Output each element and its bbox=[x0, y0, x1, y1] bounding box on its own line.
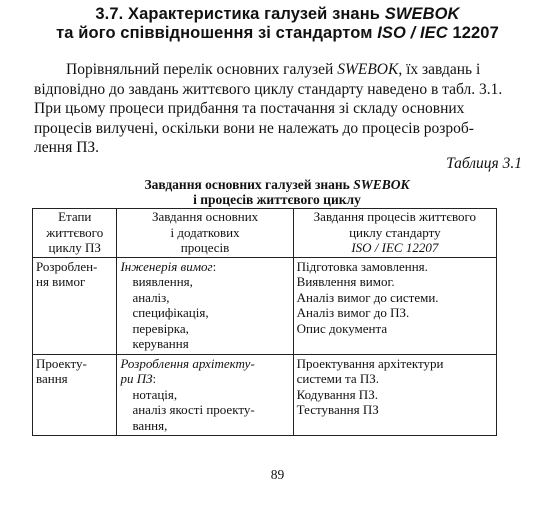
punctuation: : bbox=[152, 371, 157, 386]
process-item: системи та ПЗ. bbox=[296, 371, 380, 386]
page-number: 89 bbox=[270, 467, 285, 482]
header-text: циклу ПЗ bbox=[48, 240, 101, 255]
header-text: ISO / IEC 12207 bbox=[351, 240, 439, 255]
stage-text: Розроблен- bbox=[36, 258, 98, 274]
section-heading-line-2 bbox=[25, 23, 530, 43]
table-header-row bbox=[33, 209, 497, 258]
table-title-line-1 bbox=[40, 177, 514, 192]
stage-text: ня вимог bbox=[36, 274, 86, 289]
paragraph-line bbox=[34, 60, 527, 80]
task-item: вання, bbox=[132, 417, 168, 433]
heading-text: та його співвідношення зі стандартом bbox=[56, 24, 378, 42]
process-item: Тестування ПЗ bbox=[296, 402, 379, 417]
swebok-term: SWEBOK bbox=[353, 177, 410, 192]
process-item: Кодування ПЗ. bbox=[296, 386, 378, 402]
table-row bbox=[33, 257, 497, 354]
process-item: Проектування архітектури bbox=[296, 355, 444, 371]
table-row bbox=[33, 354, 497, 436]
stage-cell bbox=[33, 257, 117, 354]
task-item: керування bbox=[132, 336, 189, 351]
task-title: Розроблення архітекту- bbox=[120, 355, 255, 371]
process-item: Аналіз вимог до ПЗ. bbox=[296, 305, 410, 320]
comparison-table bbox=[32, 208, 497, 436]
header-text: і додаткових bbox=[170, 224, 240, 240]
paragraph-line: лення ПЗ. bbox=[34, 139, 100, 156]
text: , їх завдань і bbox=[398, 61, 481, 78]
section-heading-line-1 bbox=[25, 4, 530, 24]
stage-text: вання bbox=[36, 371, 68, 386]
header-cell-tasks bbox=[117, 209, 293, 258]
punctuation: : bbox=[212, 258, 217, 274]
process-item: Підготовка замовлення. bbox=[296, 258, 428, 274]
header-cell-stages bbox=[33, 209, 117, 258]
heading-iso-iec: ISO / IEC bbox=[377, 24, 448, 42]
header-text: Завдання процесів життєвого bbox=[313, 209, 476, 224]
text: Порівняльний перелік основних галузей bbox=[66, 61, 338, 78]
task-item: нотація, bbox=[132, 386, 178, 402]
header-text: процесів bbox=[180, 240, 230, 255]
process-cell bbox=[293, 257, 496, 354]
stage-text: Проекту- bbox=[36, 355, 87, 371]
process-item: Опис документа bbox=[296, 320, 388, 336]
header-text: Завдання основних bbox=[151, 209, 259, 224]
heading-swebok: SWEBOK bbox=[384, 5, 460, 23]
text: Завдання основних галузей знань bbox=[144, 177, 354, 192]
paragraph-line: відповідно до завдань життєвого циклу стандарту наведено в табл. 3.1. bbox=[34, 80, 503, 98]
paragraph-line: При цьому процеси придбання та постачання зі складу основних bbox=[34, 100, 465, 117]
task-item: перевірка, bbox=[132, 320, 189, 336]
header-text: циклу стандарту bbox=[349, 224, 441, 240]
task-title: ри ПЗ bbox=[120, 371, 153, 386]
heading-standard-number: 12207 bbox=[447, 24, 499, 42]
task-item: специфікація, bbox=[132, 305, 209, 320]
task-item: аналіз, bbox=[132, 289, 170, 305]
process-cell bbox=[293, 354, 496, 436]
task-item: аналіз якості проекту- bbox=[132, 402, 255, 417]
heading-text: 3.7. Характеристика галузей знань bbox=[95, 5, 385, 23]
body-paragraph bbox=[34, 60, 527, 158]
process-item: Аналіз вимог до системи. bbox=[296, 289, 439, 305]
table-title-line-2: і процесів життєвого циклу bbox=[193, 192, 361, 207]
stage-cell bbox=[33, 354, 117, 436]
task-title: Інженерія вимог bbox=[120, 258, 213, 274]
paragraph-line: процесів вилучені, оскільки вони не належать до процесів розроб- bbox=[34, 119, 474, 137]
process-item: Виявлення вимог. bbox=[296, 274, 395, 289]
table-caption: Таблиця 3.1 bbox=[446, 155, 522, 172]
task-item: виявлення, bbox=[132, 274, 193, 289]
header-text: Етапи bbox=[58, 209, 92, 224]
header-text: життєвого bbox=[46, 224, 104, 240]
task-cell bbox=[117, 354, 293, 436]
task-cell bbox=[117, 257, 293, 354]
header-cell-processes bbox=[293, 209, 496, 258]
swebok-term: SWEBOK bbox=[337, 61, 399, 78]
